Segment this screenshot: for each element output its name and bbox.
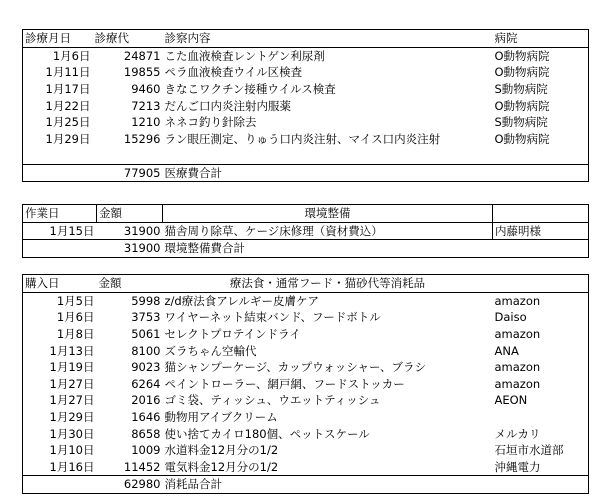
row-store: amazon	[493, 326, 589, 343]
row-person: 内藤明様	[493, 222, 589, 240]
environment-total-amount: 31900	[97, 240, 163, 258]
table-row	[23, 342, 589, 359]
table-row	[23, 409, 589, 426]
row-date: 1月17日	[23, 81, 93, 98]
row-hospital: O動物病院	[493, 131, 589, 148]
row-date: 1月11日	[23, 64, 93, 81]
row-content: 動物用アイブクリーム	[164, 410, 278, 425]
row-store: amazon	[493, 376, 589, 393]
row-date: 1月5日	[23, 292, 97, 309]
medical-total-amount: 77905	[93, 164, 163, 182]
row-date: 1月27日	[23, 392, 97, 409]
row-hospital: O動物病院	[493, 47, 589, 64]
row-fee: 24871	[123, 48, 161, 63]
row-date: 1月22日	[23, 97, 93, 114]
table-row	[23, 114, 589, 131]
row-content: ゴミ袋、ティッシュ、ウエットティッシュ	[164, 393, 381, 408]
row-amount: 8658	[131, 426, 161, 441]
medical-header-hospital: 病院	[493, 30, 589, 48]
table-row	[23, 326, 589, 343]
supplies-table	[22, 274, 589, 494]
row-fee: 1210	[131, 115, 161, 130]
row-content: 水道料金12月分の1/2	[164, 443, 279, 458]
row-content: 猫舎周り除草、ケージ床修理（資材費込）	[164, 223, 383, 238]
row-amount: 2016	[131, 393, 161, 408]
supplies-total-amount: 62980	[97, 476, 163, 494]
row-content: セレクトプロテインドライ	[164, 327, 301, 342]
row-date: 1月29日	[23, 409, 97, 426]
row-content: 使い捨てカイロ180個、ペットスケール	[164, 426, 370, 441]
row-fee: 15296	[123, 131, 161, 146]
table-row	[23, 64, 589, 81]
row-hospital: S動物病院	[493, 114, 589, 131]
environment-header-date: 作業日	[23, 205, 97, 223]
row-store	[493, 409, 589, 426]
row-store: ANA	[493, 342, 589, 359]
row-content: ネネコ釣り針除去	[164, 115, 257, 130]
row-amount: 11452	[123, 459, 161, 474]
row-amount: 31900	[123, 223, 161, 238]
environment-header-amount: 金額	[97, 205, 163, 223]
row-content: z/d療法食アレルギー皮膚ケア	[164, 293, 319, 308]
row-date: 1月27日	[23, 376, 97, 393]
row-store: amazon	[493, 359, 589, 376]
medical-header-date: 診療月日	[23, 30, 93, 48]
row-fee: 19855	[123, 65, 161, 80]
medical-total-label: 医療費合計	[163, 164, 493, 182]
table-row	[23, 292, 589, 309]
row-content: 猫シャンプーケージ、カップウォッシャー、ブラシ	[164, 360, 427, 375]
supplies-header-row	[23, 275, 589, 293]
row-content: ワイヤーネット結束バンド、フードボトル	[164, 310, 381, 325]
row-store: メルカリ	[493, 425, 589, 442]
table-row	[23, 222, 589, 240]
environment-table	[22, 204, 589, 258]
row-date: 1月15日	[23, 222, 97, 240]
row-content: ズラちゃん空輸代	[164, 343, 257, 358]
row-amount: 1009	[131, 443, 161, 458]
table-row	[23, 459, 589, 476]
row-date: 1月29日	[23, 131, 93, 148]
row-date: 1月8日	[23, 326, 97, 343]
row-amount: 5061	[131, 327, 161, 342]
table-row	[23, 359, 589, 376]
supplies-header-amount: 金額	[97, 275, 163, 293]
row-hospital: O動物病院	[493, 64, 589, 81]
row-content: きなこワクチン接種ウイルス検査	[164, 82, 336, 97]
row-date: 1月16日	[23, 459, 97, 476]
row-date: 1月19日	[23, 359, 97, 376]
row-amount: 6264	[131, 376, 161, 391]
row-store: 沖縄電力	[493, 459, 589, 476]
supplies-total-label: 消耗品合計	[163, 476, 493, 494]
row-amount: 3753	[131, 310, 161, 325]
table-row	[23, 309, 589, 326]
row-content: 電気料金12月分の1/2	[164, 459, 279, 474]
row-date: 1月30日	[23, 425, 97, 442]
row-fee: 9460	[131, 82, 161, 97]
row-store: amazon	[493, 292, 589, 309]
row-store: AEON	[493, 392, 589, 409]
table-row	[23, 97, 589, 114]
environment-total-row	[23, 240, 589, 258]
environment-total-label: 環境整備費合計	[163, 240, 493, 258]
row-date: 1月25日	[23, 114, 93, 131]
row-amount: 8100	[131, 343, 161, 358]
supplies-total-row	[23, 476, 589, 494]
table-row	[23, 47, 589, 64]
row-content: ラン眼圧測定、りゅう口内炎注射、マイス口内炎注射	[164, 131, 441, 146]
row-fee: 7213	[131, 98, 161, 113]
row-content: だんご口内炎注射内服薬	[164, 98, 291, 113]
medical-header-fee: 診療代	[93, 30, 163, 48]
supplies-header-content: 療法食・通常フード・猫砂代等消耗品	[163, 275, 493, 293]
row-content: ペラ血液検査ウイル区検査	[164, 65, 303, 80]
table-row	[23, 376, 589, 393]
row-date: 1月10日	[23, 442, 97, 459]
row-content: ペイントローラー、網戸網、フードストッカー	[164, 376, 405, 391]
row-date: 1月6日	[23, 309, 97, 326]
row-store: 石垣市水道部	[493, 442, 589, 459]
table-row	[23, 425, 589, 442]
table-row	[23, 442, 589, 459]
row-date: 1月6日	[23, 47, 93, 64]
row-hospital: O動物病院	[493, 97, 589, 114]
medical-header-row	[23, 30, 589, 48]
row-content: こた血液検査レントゲン利尿剤	[164, 48, 325, 63]
medical-header-content: 診察内容	[163, 30, 493, 48]
row-date: 1月13日	[23, 342, 97, 359]
supplies-header-date: 購入日	[23, 275, 97, 293]
table-row	[23, 392, 589, 409]
row-amount: 5998	[131, 293, 161, 308]
table-row-blank	[23, 147, 589, 164]
row-amount: 9023	[131, 360, 161, 375]
medical-total-row	[23, 164, 589, 182]
environment-header-content: 環境整備	[163, 205, 493, 223]
row-store: Daiso	[493, 309, 589, 326]
row-amount: 1646	[131, 410, 161, 425]
row-hospital: S動物病院	[493, 81, 589, 98]
environment-header-row	[23, 205, 589, 223]
table-row	[23, 131, 589, 148]
table-row	[23, 81, 589, 98]
medical-table	[22, 29, 589, 182]
